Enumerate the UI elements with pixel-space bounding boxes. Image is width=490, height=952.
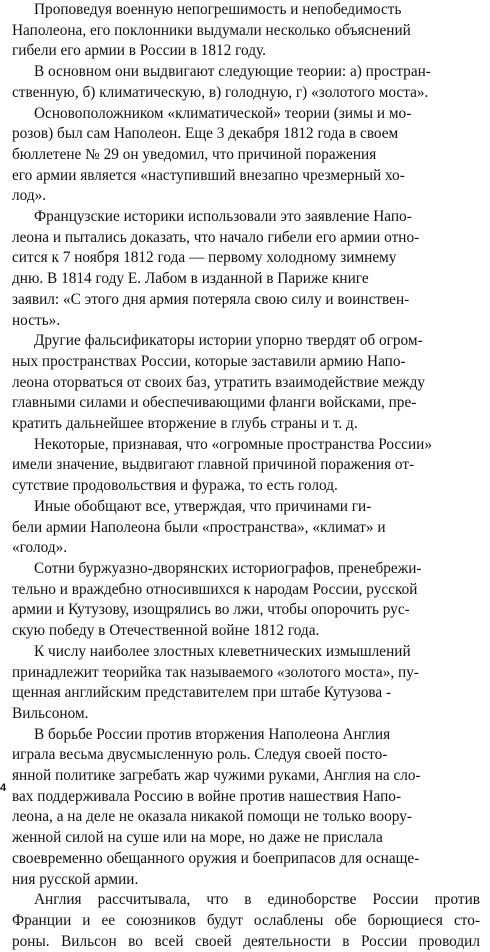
paragraph-england-role: В борьбе России против вторжения Наполеона Англия играла весьма двусмысленную роль. Следуя своей посто- янной политике загребать жар чужими руками, Англия на сло- вах поддерживала Россию в войне против нашествия Напо- леона, а на деле не оказала никакой помощи не только воору- женной силой на суше или на море, но даже не прислала своевременно обещанного оружия и боеприпасов для оснаще- ния русской армии. — [12, 725, 421, 888]
page-number: 4 — [0, 782, 7, 794]
paragraph-french-historians: Французские историки использовали это заявление Напо- леона и пытались доказать, что начало гибели его армии отно- сится к 7 ноября 1812 года — первому холодному зимнему дню. В 1814 году Е. Лабом в изданной в Париже книге заявил: «С этого дня армия потеряла свою силу и воинствен- ность». — [12, 208, 420, 329]
paragraph-golden-bridge: К числу наиболее злостных клеветнических измышлений принадлежит теорийка так называемого «золотого моста», пу- щенная английским представителем при штабе Кутузова - Вильсоном. — [12, 642, 419, 722]
paragraph-four-theories: В основном они выдвигают следующие теории: а) простран- ственную, б) климатическую, в) голодную, г) «золотого моста». — [12, 63, 431, 101]
paragraph-historiographers: Сотни буржуазно-дворянских историографов, пренебрежи- тельно и враждебно относившихся к народам России, русской армии и Кутузову, изощрялись во лжи, чтобы опорочить рус- скую победу в Отечественной войне 1812 года. — [12, 559, 422, 640]
paragraph-england-calculation: Англия рассчитывала, что в единоборстве России против Франции и ее союзников будут ослаблены обе борющиеся сто- роны. Вильсон во всей своей деятельности в России проводил — [12, 891, 480, 950]
paragraph-hunger-theory: Некоторые, признавая, что «огромные пространства России» имели значение, выдвигают главной причиной поражения от- сутствие продовольствия и фуража, то есть голод. — [12, 435, 432, 495]
paragraph-combined-theory: Иные обобщают все, утверждая, что причинами ги- бели армии Наполеона были «пространства», «климат» и «голод». — [12, 497, 386, 557]
book-page-text — [12, 0, 480, 950]
paragraph-napoleon-admirers: Проповедуя военную непогрешимость и непобедимость Наполеона, его поклонники выдумали несколько объяснений гибели его армии в России в 1812 году. — [12, 1, 411, 60]
paragraph-space-theory: Другие фальсификаторы истории упорно твердят об огром- ных пространствах России, которые заставили армию Напо- леона оторваться от своих баз, утратить взаимодействие между главными силами и обеспечивающими фланги войсками, пре- кратить дальнейшее вторжение в глубь страны и т. д. — [12, 332, 426, 433]
paragraph-climate-theory: Основоположником «климатической» теории (зимы и мо- розов) был сам Наполеон. Еще 3 декабря 1812 года в своем бюллетене № 29 он уведомил, что причиной поражения его армии является «наступивший внезапно чрезмерный хо- лод». — [12, 104, 412, 205]
